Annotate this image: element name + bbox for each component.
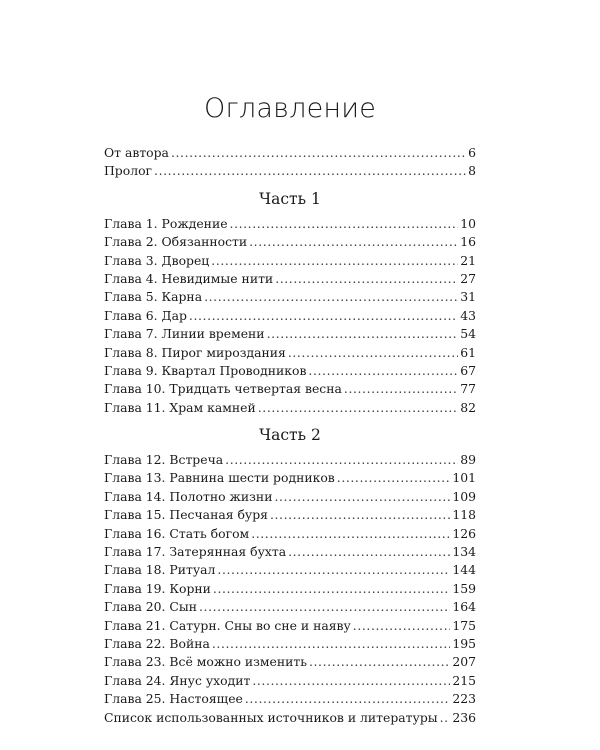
toc-entry[interactable] xyxy=(104,233,476,251)
toc-entry[interactable] xyxy=(104,598,476,616)
dot-leader xyxy=(258,399,458,417)
dot-leader xyxy=(251,525,450,543)
dot-leader xyxy=(225,451,458,469)
toc-entry-page-number: 144 xyxy=(452,562,476,578)
toc-entry-page-number: 27 xyxy=(460,270,476,286)
dot-leader xyxy=(270,506,450,524)
dot-leader xyxy=(440,709,451,727)
toc-entry-label: Глава 6. Дар xyxy=(104,307,187,323)
toc-entry[interactable] xyxy=(104,288,476,306)
toc-title: Оглавление xyxy=(203,93,377,124)
toc-entry-label: Глава 8. Пирог мироздания xyxy=(104,344,286,360)
part-heading: Часть 1 xyxy=(259,189,321,208)
dot-leader xyxy=(217,561,450,579)
dot-leader xyxy=(267,325,459,343)
toc-entry-label: Глава 10. Тридцать четвертая весна xyxy=(104,381,342,397)
toc-entry-label: Глава 16. Стать богом xyxy=(104,525,250,541)
dot-leader xyxy=(204,288,458,306)
toc-entry[interactable] xyxy=(104,252,476,270)
toc-entry-label: Глава 21. Сатурн. Сны во сне и наяву xyxy=(104,617,351,633)
part-2 xyxy=(104,424,476,708)
dot-leader xyxy=(199,598,450,616)
dot-leader xyxy=(274,488,450,506)
dot-leader xyxy=(171,144,466,162)
toc-entry-page-number: 67 xyxy=(460,362,476,378)
toc-entry-label: Глава 1. Рождение xyxy=(104,215,228,231)
dot-leader xyxy=(275,270,458,288)
toc-entry-page-number: 61 xyxy=(460,344,476,360)
toc-entry-label: Глава 23. Всё можно изменить xyxy=(104,654,307,670)
dot-leader xyxy=(213,580,450,598)
dot-leader xyxy=(245,690,450,708)
toc-entry-page-number: 223 xyxy=(452,691,476,707)
front-matter-list xyxy=(104,144,476,181)
toc-entry-label: Глава 22. Война xyxy=(104,635,210,651)
toc-entry[interactable] xyxy=(104,399,476,417)
toc-entry-page-number: 101 xyxy=(452,470,476,486)
toc-entry-page-number: 134 xyxy=(452,544,476,560)
toc-entry[interactable] xyxy=(104,144,476,162)
part-1-chapter-list xyxy=(104,215,476,417)
toc-entry-page-number: 175 xyxy=(452,617,476,633)
toc-entry-page-number: 89 xyxy=(460,452,476,468)
table-of-contents xyxy=(104,92,476,727)
dot-leader xyxy=(230,215,459,233)
dot-leader xyxy=(288,344,458,362)
part-heading: Часть 2 xyxy=(259,426,321,445)
toc-entry-page-number: 164 xyxy=(452,599,476,615)
toc-entry-label: Глава 11. Храм камней xyxy=(104,399,256,415)
toc-entry[interactable] xyxy=(104,561,476,579)
toc-entry[interactable] xyxy=(104,325,476,343)
toc-entry-page-number: 207 xyxy=(452,654,476,670)
toc-entry-label: Глава 24. Янус уходит xyxy=(104,672,251,688)
toc-entry-label: Глава 15. Песчаная буря xyxy=(104,507,268,523)
toc-entry-page-number: 126 xyxy=(452,525,476,541)
dot-leader xyxy=(154,162,466,180)
toc-entry-label: Глава 7. Линии времени xyxy=(104,326,265,342)
dot-leader xyxy=(249,233,458,251)
toc-entry[interactable] xyxy=(104,488,476,506)
toc-entry[interactable] xyxy=(104,307,476,325)
dot-leader xyxy=(288,543,450,561)
dot-leader xyxy=(211,252,458,270)
toc-entry-label: Список использованных источников и литературы xyxy=(104,709,438,725)
toc-entry-page-number: 21 xyxy=(460,252,476,268)
toc-entry-label: Глава 3. Дворец xyxy=(104,252,210,268)
toc-entry-page-number: 159 xyxy=(452,580,476,596)
toc-entry[interactable] xyxy=(104,617,476,635)
toc-entry-label: Глава 25. Настоящее xyxy=(104,691,243,707)
dot-leader xyxy=(344,380,458,398)
toc-entry-page-number: 236 xyxy=(452,709,476,725)
dot-leader xyxy=(212,635,450,653)
toc-entry-label: Пролог xyxy=(104,163,153,179)
dot-leader xyxy=(189,307,458,325)
toc-entry-label: Глава 12. Встреча xyxy=(104,452,224,468)
part-1 xyxy=(104,188,476,417)
toc-entry-label: Глава 20. Сын xyxy=(104,599,198,615)
toc-entry-label: От автора xyxy=(104,145,169,160)
toc-entry-page-number: 54 xyxy=(460,326,476,342)
toc-entry-label: Глава 18. Ритуал xyxy=(104,562,216,578)
toc-entry-page-number: 16 xyxy=(460,234,476,250)
toc-entry[interactable] xyxy=(104,380,476,398)
toc-entry[interactable] xyxy=(104,672,476,690)
toc-entry[interactable] xyxy=(104,506,476,524)
toc-entry[interactable] xyxy=(104,162,476,180)
dot-leader xyxy=(309,653,450,671)
toc-entry[interactable] xyxy=(104,215,476,233)
toc-entry[interactable] xyxy=(104,362,476,380)
toc-entry-page-number: 6 xyxy=(468,145,476,160)
toc-entry-label: Глава 17. Затерянная бухта xyxy=(104,544,287,560)
toc-entry-page-number: 82 xyxy=(460,399,476,415)
toc-entry-label: Глава 2. Обязанности xyxy=(104,234,248,250)
toc-entry[interactable] xyxy=(104,270,476,288)
toc-entry-label: Глава 13. Равнина шести родников xyxy=(104,470,335,486)
toc-entry-page-number: 8 xyxy=(468,163,476,179)
toc-entry-page-number: 77 xyxy=(460,381,476,397)
toc-entry[interactable] xyxy=(104,451,476,469)
dot-leader xyxy=(353,617,451,635)
toc-entry[interactable] xyxy=(104,469,476,487)
toc-entry[interactable] xyxy=(104,690,476,708)
toc-entry-page-number: 195 xyxy=(452,635,476,651)
toc-entry-page-number: 118 xyxy=(452,507,476,523)
toc-entry[interactable] xyxy=(104,543,476,561)
dot-leader xyxy=(337,469,451,487)
toc-entry[interactable] xyxy=(104,653,476,671)
toc-entry[interactable] xyxy=(104,525,476,543)
toc-entry-page-number: 10 xyxy=(460,215,476,231)
toc-entry-label: Глава 14. Полотно жизни xyxy=(104,488,273,504)
toc-entry-page-number: 109 xyxy=(452,488,476,504)
part-2-chapter-list xyxy=(104,451,476,708)
toc-entry[interactable] xyxy=(104,580,476,598)
dot-leader xyxy=(308,362,458,380)
toc-entry-label: Глава 9. Квартал Проводников xyxy=(104,362,307,378)
toc-entry-label: Глава 4. Невидимые нити xyxy=(104,270,274,286)
toc-entry[interactable] xyxy=(104,635,476,653)
toc-entry[interactable] xyxy=(104,709,476,727)
back-matter-list xyxy=(104,709,476,727)
toc-entry-page-number: 43 xyxy=(460,307,476,323)
toc-entry-label: Глава 5. Карна xyxy=(104,289,203,305)
toc-entry-page-number: 215 xyxy=(452,672,476,688)
dot-leader xyxy=(252,672,450,690)
toc-entry-label: Глава 19. Корни xyxy=(104,580,211,596)
toc-entry[interactable] xyxy=(104,344,476,362)
toc-entry-page-number: 31 xyxy=(460,289,476,305)
